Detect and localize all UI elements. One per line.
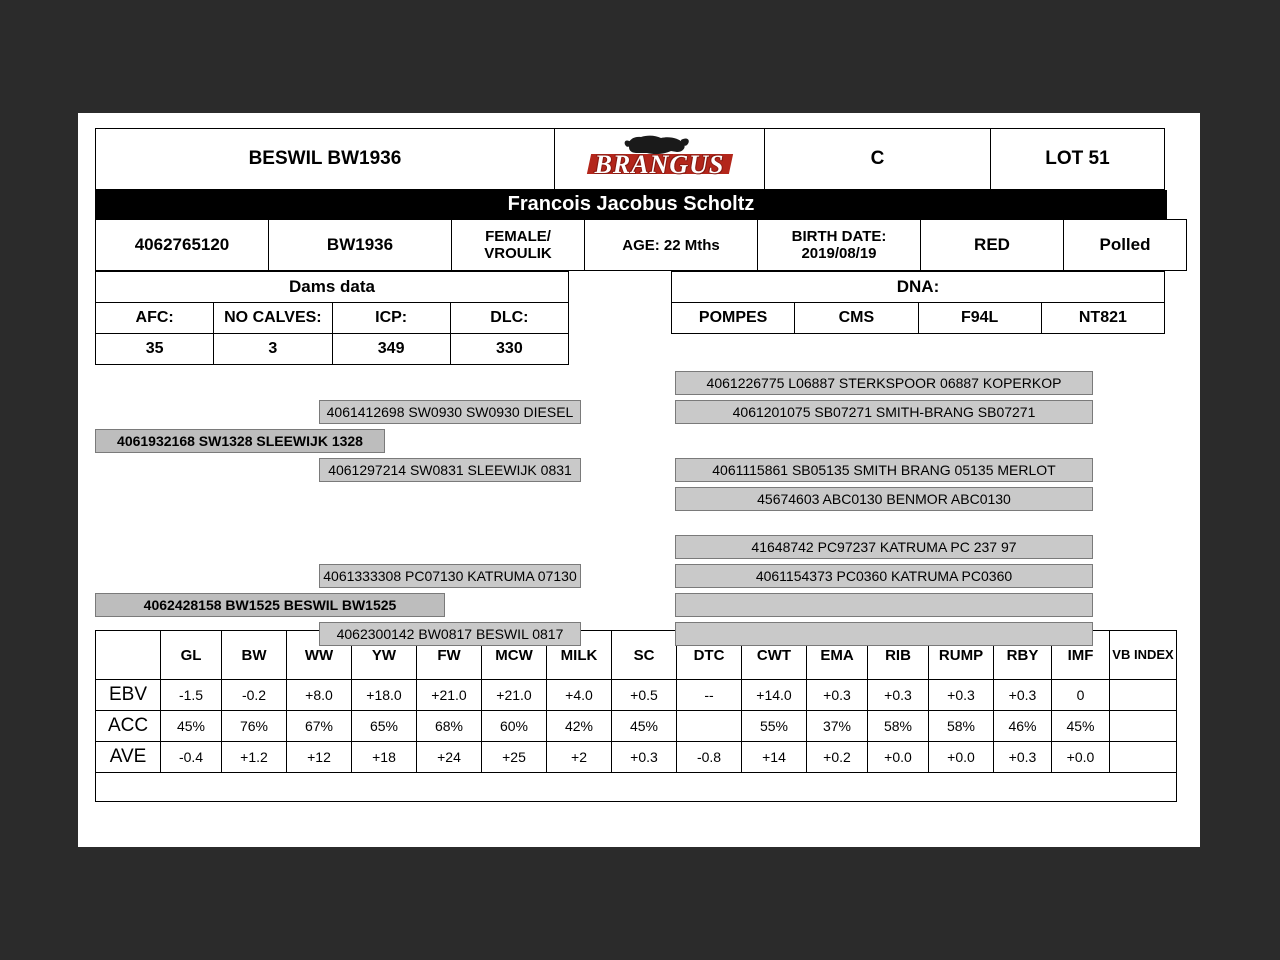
cell-ebv-mcw: +21.0 [482,680,547,711]
pedigree-sire-sire-sire: 4061226775 L06887 STERKSPOOR 06887 KOPERKOP [675,371,1093,395]
col-milk: MILK [547,631,612,680]
animal-name-cell: BESWIL BW1936 [96,129,555,190]
dna-result-nt821 [1041,334,1164,365]
no-calves-label: NO CALVES: [214,303,332,334]
ebv-table [95,630,1177,802]
cell-ave-gl: -0.4 [161,742,222,773]
col-vb-index: VB INDEX [1110,631,1177,680]
col-gl: GL [161,631,222,680]
col-ww: WW [287,631,352,680]
cell-ave-fw: +24 [417,742,482,773]
spacer-cell [569,272,672,303]
table-footer-row [96,773,1177,802]
cell-ebv-yw: +18.0 [352,680,417,711]
cell-ave-yw: +18 [352,742,417,773]
cell-acc-dtc [677,711,742,742]
pedigree-dam-dam: 4062300142 BW0817 BESWIL 0817 [319,622,581,646]
col-rump: RUMP [929,631,994,680]
cell-acc-sc: 45% [612,711,677,742]
cell-ave-rib: +0.0 [868,742,929,773]
cell-acc-ema: 37% [807,711,868,742]
dams-dna-block [95,271,1165,365]
cell-acc-imf: 45% [1052,711,1110,742]
pedigree-dam-sire-sire: 41648742 PC97237 KATRUMA PC 237 97 [675,535,1093,559]
table-row [96,680,1177,711]
pedigree-dam-dam-sire [675,593,1093,617]
table-row [96,711,1177,742]
row-label-ebv: EBV [96,680,161,711]
col-rib: RIB [868,631,929,680]
pedigree-sire-dam: 4061297214 SW0831 SLEEWIJK 0831 [319,458,581,482]
pedigree-sire-sire-dam: 4061201075 SB07271 SMITH-BRANG SB07271 [675,400,1093,424]
cell-ebv-rump: +0.3 [929,680,994,711]
brangus-logo-text: BRANGUS [594,150,725,179]
pedigree-dam-sire: 4061333308 PC07130 KATRUMA 07130 [319,564,581,588]
cell-ebv-rib: +0.3 [868,680,929,711]
cell-acc-rump: 58% [929,711,994,742]
col-imf: IMF [1052,631,1110,680]
cell-ebv-sc: +0.5 [612,680,677,711]
dna-test-cms: CMS [795,303,918,334]
cell-acc-vb [1110,711,1177,742]
cell-ebv-cwt: +14.0 [742,680,807,711]
dlc-label: DLC: [450,303,568,334]
afc-value: 35 [96,334,214,365]
cell-ave-imf: +0.0 [1052,742,1110,773]
pedigree-dam: 4062428158 BW1525 BESWIL BW1525 [95,593,445,617]
lot-cell: LOT 51 [990,129,1164,190]
row-label-acc: ACC [96,711,161,742]
sex: FEMALE/ VROULIK [452,220,585,271]
cell-acc-cwt: 55% [742,711,807,742]
sheet-header [95,128,1165,190]
cell-ebv-ww: +8.0 [287,680,352,711]
col-mcw: MCW [482,631,547,680]
dna-test-nt821: NT821 [1041,303,1164,334]
cell-ave-milk: +2 [547,742,612,773]
dna-result-f94l [918,334,1041,365]
cell-acc-ww: 67% [287,711,352,742]
ebv-corner-cell [96,631,161,680]
horn-status: Polled [1064,220,1187,271]
brangus-logo [585,134,735,178]
animal-catalogue-sheet [95,128,1174,818]
cell-ebv-rby: +0.3 [994,680,1052,711]
icp-value: 349 [332,334,450,365]
row-label-ave: AVE [96,742,161,773]
spacer-cell [569,303,672,334]
pedigree-dam-sire-dam: 4061154373 PC0360 KATRUMA PC0360 [675,564,1093,588]
pedigree-sire-dam-dam: 45674603 ABC0130 BENMOR ABC0130 [675,487,1093,511]
cell-ebv-fw: +21.0 [417,680,482,711]
cell-acc-yw: 65% [352,711,417,742]
cell-ave-rby: +0.3 [994,742,1052,773]
colour: RED [921,220,1064,271]
class-cell: C [765,129,991,190]
dna-result-cms [795,334,918,365]
afc-label: AFC: [96,303,214,334]
cell-acc-fw: 68% [417,711,482,742]
pedigree-sire: 4061932168 SW1328 SLEEWIJK 1328 [95,429,385,453]
cell-acc-rib: 58% [868,711,929,742]
cell-ave-ww: +12 [287,742,352,773]
birth-date: BIRTH DATE: 2019/08/19 [758,220,921,271]
col-sc: SC [612,631,677,680]
owner-name-bar: Francois Jacobus Scholtz [95,190,1167,219]
pedigree-chart [95,365,1165,642]
dams-data-title: Dams data [96,272,569,303]
cell-ebv-milk: +4.0 [547,680,612,711]
col-cwt: CWT [742,631,807,680]
cell-ave-sc: +0.3 [612,742,677,773]
age: AGE: 22 Mths [585,220,758,271]
cell-ave-bw: +1.2 [222,742,287,773]
icp-label: ICP: [332,303,450,334]
spacer-cell [569,334,672,365]
dlc-value: 330 [450,334,568,365]
cell-ebv-imf: 0 [1052,680,1110,711]
cell-ave-mcw: +25 [482,742,547,773]
cell-ave-cwt: +14 [742,742,807,773]
cell-ebv-bw: -0.2 [222,680,287,711]
document-page [78,113,1200,847]
pedigree-dam-dam-dam [675,622,1093,646]
cell-ebv-ema: +0.3 [807,680,868,711]
footer-blank-cell [96,773,1177,802]
cell-acc-milk: 42% [547,711,612,742]
col-rby: RBY [994,631,1052,680]
cell-ebv-dtc: -- [677,680,742,711]
table-row [96,742,1177,773]
col-ema: EMA [807,631,868,680]
cell-ebv-gl: -1.5 [161,680,222,711]
cell-acc-gl: 45% [161,711,222,742]
dna-result-pompes [672,334,795,365]
cell-acc-rby: 46% [994,711,1052,742]
cell-acc-bw: 76% [222,711,287,742]
registration-number: 4062765120 [96,220,269,271]
col-bw: BW [222,631,287,680]
cell-ebv-vb [1110,680,1177,711]
col-fw: FW [417,631,482,680]
cell-ave-dtc: -0.8 [677,742,742,773]
tag-number: BW1936 [269,220,452,271]
cell-ave-vb [1110,742,1177,773]
pedigree-sire-dam-sire: 4061115861 SB05135 SMITH BRANG 05135 MERLOT [675,458,1093,482]
cell-ave-rump: +0.0 [929,742,994,773]
col-dtc: DTC [677,631,742,680]
dna-test-f94l: F94L [918,303,1041,334]
brangus-logo-cell [554,129,764,190]
dna-test-pompes: POMPES [672,303,795,334]
pedigree-sire-sire: 4061412698 SW0930 SW0930 DIESEL [319,400,581,424]
cell-ave-ema: +0.2 [807,742,868,773]
no-calves-value: 3 [214,334,332,365]
col-yw: YW [352,631,417,680]
cell-acc-mcw: 60% [482,711,547,742]
animal-info-row [95,219,1187,271]
dna-title: DNA: [672,272,1165,303]
